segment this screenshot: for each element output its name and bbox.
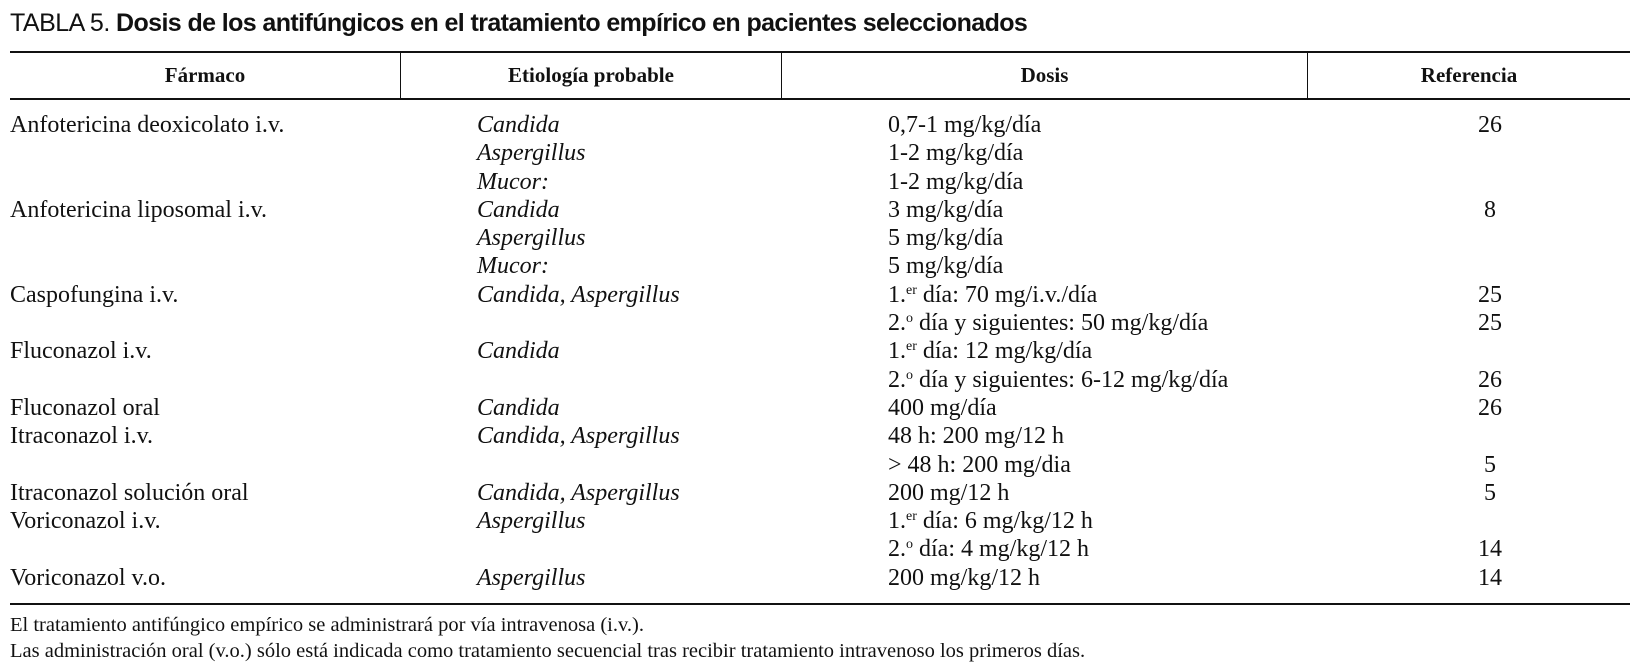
dose-text: 5 mg/kg/día xyxy=(888,253,1004,280)
header-drug: Fármaco xyxy=(164,63,246,87)
cell-etiology: Aspergillus xyxy=(477,225,586,252)
table-body xyxy=(10,111,1630,592)
cell-dose xyxy=(888,451,1071,479)
table-row xyxy=(10,479,1630,507)
cell-dose xyxy=(888,309,1208,337)
cell-etiology: Aspergillus xyxy=(477,140,586,167)
dose-ordinal: 1. xyxy=(888,508,906,535)
table-row xyxy=(10,507,1630,535)
cell-etiology: Mucor: xyxy=(477,168,549,195)
cell-etiology: Candida xyxy=(477,112,560,138)
cell-dose xyxy=(888,564,1040,592)
dose-text: día: 70 mg/i.v./día xyxy=(916,281,1098,308)
dose-ordinal-suffix: er xyxy=(906,339,917,355)
dose-text: 3 mg/kg/día xyxy=(888,196,1004,223)
footnote: Las administración oral (v.o.) sólo está indicada como tratamiento secuencial tras recibir tratamiento intravenoso los primeros días. xyxy=(10,640,1086,662)
cell-dose xyxy=(888,507,1093,535)
cell-etiology: Candida, Aspergillus xyxy=(477,281,680,308)
dose-ordinal: 2. xyxy=(888,310,906,337)
dose-text: día: 12 mg/kg/día xyxy=(916,338,1093,365)
cell-dose xyxy=(888,224,1003,252)
table-row xyxy=(10,366,1630,394)
dose-text: día: 6 mg/kg/12 h xyxy=(916,508,1093,535)
dose-text: día: 4 mg/kg/12 h xyxy=(913,536,1089,563)
cell-reference: 5 xyxy=(1484,479,1496,506)
cell-etiology: Aspergillus xyxy=(477,564,586,591)
table-title-text: Dosis de los antifúngicos en el tratamiento empírico en pacientes seleccionados xyxy=(116,9,1028,37)
table-row xyxy=(10,139,1630,167)
dose-ordinal: 2. xyxy=(888,366,906,393)
cell-dose xyxy=(888,139,1023,167)
cell-etiology: Candida, Aspergillus xyxy=(477,423,680,450)
cell-reference: 26 xyxy=(1478,366,1502,393)
table-title xyxy=(10,6,1027,40)
table-row xyxy=(10,309,1630,337)
cell-dose xyxy=(888,535,1089,563)
header-dose: Dosis xyxy=(1020,63,1069,87)
dose-text: 1-2 mg/kg/día xyxy=(888,140,1024,167)
cell-drug: Anfotericina liposomal i.v. xyxy=(10,196,268,223)
cell-drug: Voriconazol v.o. xyxy=(10,564,166,591)
cell-etiology: Mucor: xyxy=(477,253,549,280)
cell-etiology: Candida xyxy=(477,338,560,365)
cell-dose xyxy=(888,168,1023,196)
dose-ordinal-suffix: o xyxy=(906,367,913,383)
table-bottom-rule xyxy=(10,603,1630,605)
cell-drug: Voriconazol i.v. xyxy=(10,508,161,535)
table-row xyxy=(10,111,1630,139)
cell-reference: 14 xyxy=(1478,536,1502,563)
dose-text: día y siguientes: 6-12 mg/kg/día xyxy=(913,366,1229,393)
table-row xyxy=(10,168,1630,196)
dose-ordinal: 1. xyxy=(888,338,906,365)
dose-ordinal: 1. xyxy=(888,281,906,308)
cell-etiology: Candida xyxy=(477,394,560,421)
cell-drug: Anfotericina deoxicolato i.v. xyxy=(10,112,285,138)
dose-text: > 48 h: 200 mg/dia xyxy=(888,451,1071,478)
cell-drug: Itraconazol solución oral xyxy=(10,479,249,506)
cell-dose xyxy=(888,479,1009,507)
cell-reference: 14 xyxy=(1478,564,1502,591)
dose-ordinal: 2. xyxy=(888,536,906,563)
cell-drug: Fluconazol oral xyxy=(10,394,160,421)
cell-dose xyxy=(888,281,1097,309)
table-row xyxy=(10,337,1630,365)
dose-ordinal-suffix: o xyxy=(906,537,913,553)
cell-dose xyxy=(888,422,1064,450)
cell-etiology: Aspergillus xyxy=(477,508,586,535)
cell-etiology: Candida, Aspergillus xyxy=(477,479,680,506)
header-etiology: Etiología probable xyxy=(508,63,674,87)
table-number-label: TABLA 5. xyxy=(10,9,110,37)
dose-text: 5 mg/kg/día xyxy=(888,225,1004,252)
cell-dose xyxy=(888,337,1092,365)
dose-text: 400 mg/día xyxy=(888,394,997,421)
table-row xyxy=(10,252,1630,280)
dose-ordinal-suffix: o xyxy=(906,311,913,327)
cell-reference: 8 xyxy=(1484,196,1496,223)
cell-drug: Caspofungina i.v. xyxy=(10,281,179,308)
dose-text: 1-2 mg/kg/día xyxy=(888,168,1024,195)
dose-text: 0,7-1 mg/kg/día xyxy=(888,112,1042,138)
dose-ordinal-suffix: er xyxy=(906,509,917,525)
table-row xyxy=(10,394,1630,422)
table-row xyxy=(10,224,1630,252)
cell-dose xyxy=(888,366,1228,394)
cell-dose xyxy=(888,111,1041,139)
cell-reference: 26 xyxy=(1478,112,1502,138)
cell-reference: 5 xyxy=(1484,451,1496,478)
table-row xyxy=(10,422,1630,450)
cell-reference: 25 xyxy=(1478,310,1502,337)
dose-text: 200 mg/12 h xyxy=(888,479,1010,506)
cell-etiology: Candida xyxy=(477,196,560,223)
cell-reference: 26 xyxy=(1478,394,1502,421)
cell-dose xyxy=(888,196,1003,224)
cell-drug: Itraconazol i.v. xyxy=(10,423,154,450)
table-footnotes xyxy=(10,612,1085,664)
cell-dose xyxy=(888,394,997,422)
footnote: El tratamiento antifúngico empírico se administrará por vía intravenosa (i.v.). xyxy=(10,614,644,636)
dose-text: día y siguientes: 50 mg/kg/día xyxy=(913,310,1209,337)
dose-text: 48 h: 200 mg/12 h xyxy=(888,423,1065,450)
dose-text: 200 mg/kg/12 h xyxy=(888,564,1041,591)
dose-ordinal-suffix: er xyxy=(906,282,917,298)
cell-reference: 25 xyxy=(1478,281,1502,308)
header-bottom-rule xyxy=(10,98,1630,100)
table-row xyxy=(10,564,1630,592)
table-row xyxy=(10,196,1630,224)
table-row xyxy=(10,535,1630,563)
table-row xyxy=(10,451,1630,479)
table-row xyxy=(10,281,1630,309)
cell-drug: Fluconazol i.v. xyxy=(10,338,152,365)
header-reference: Referencia xyxy=(1420,63,1518,87)
cell-dose xyxy=(888,252,1003,280)
